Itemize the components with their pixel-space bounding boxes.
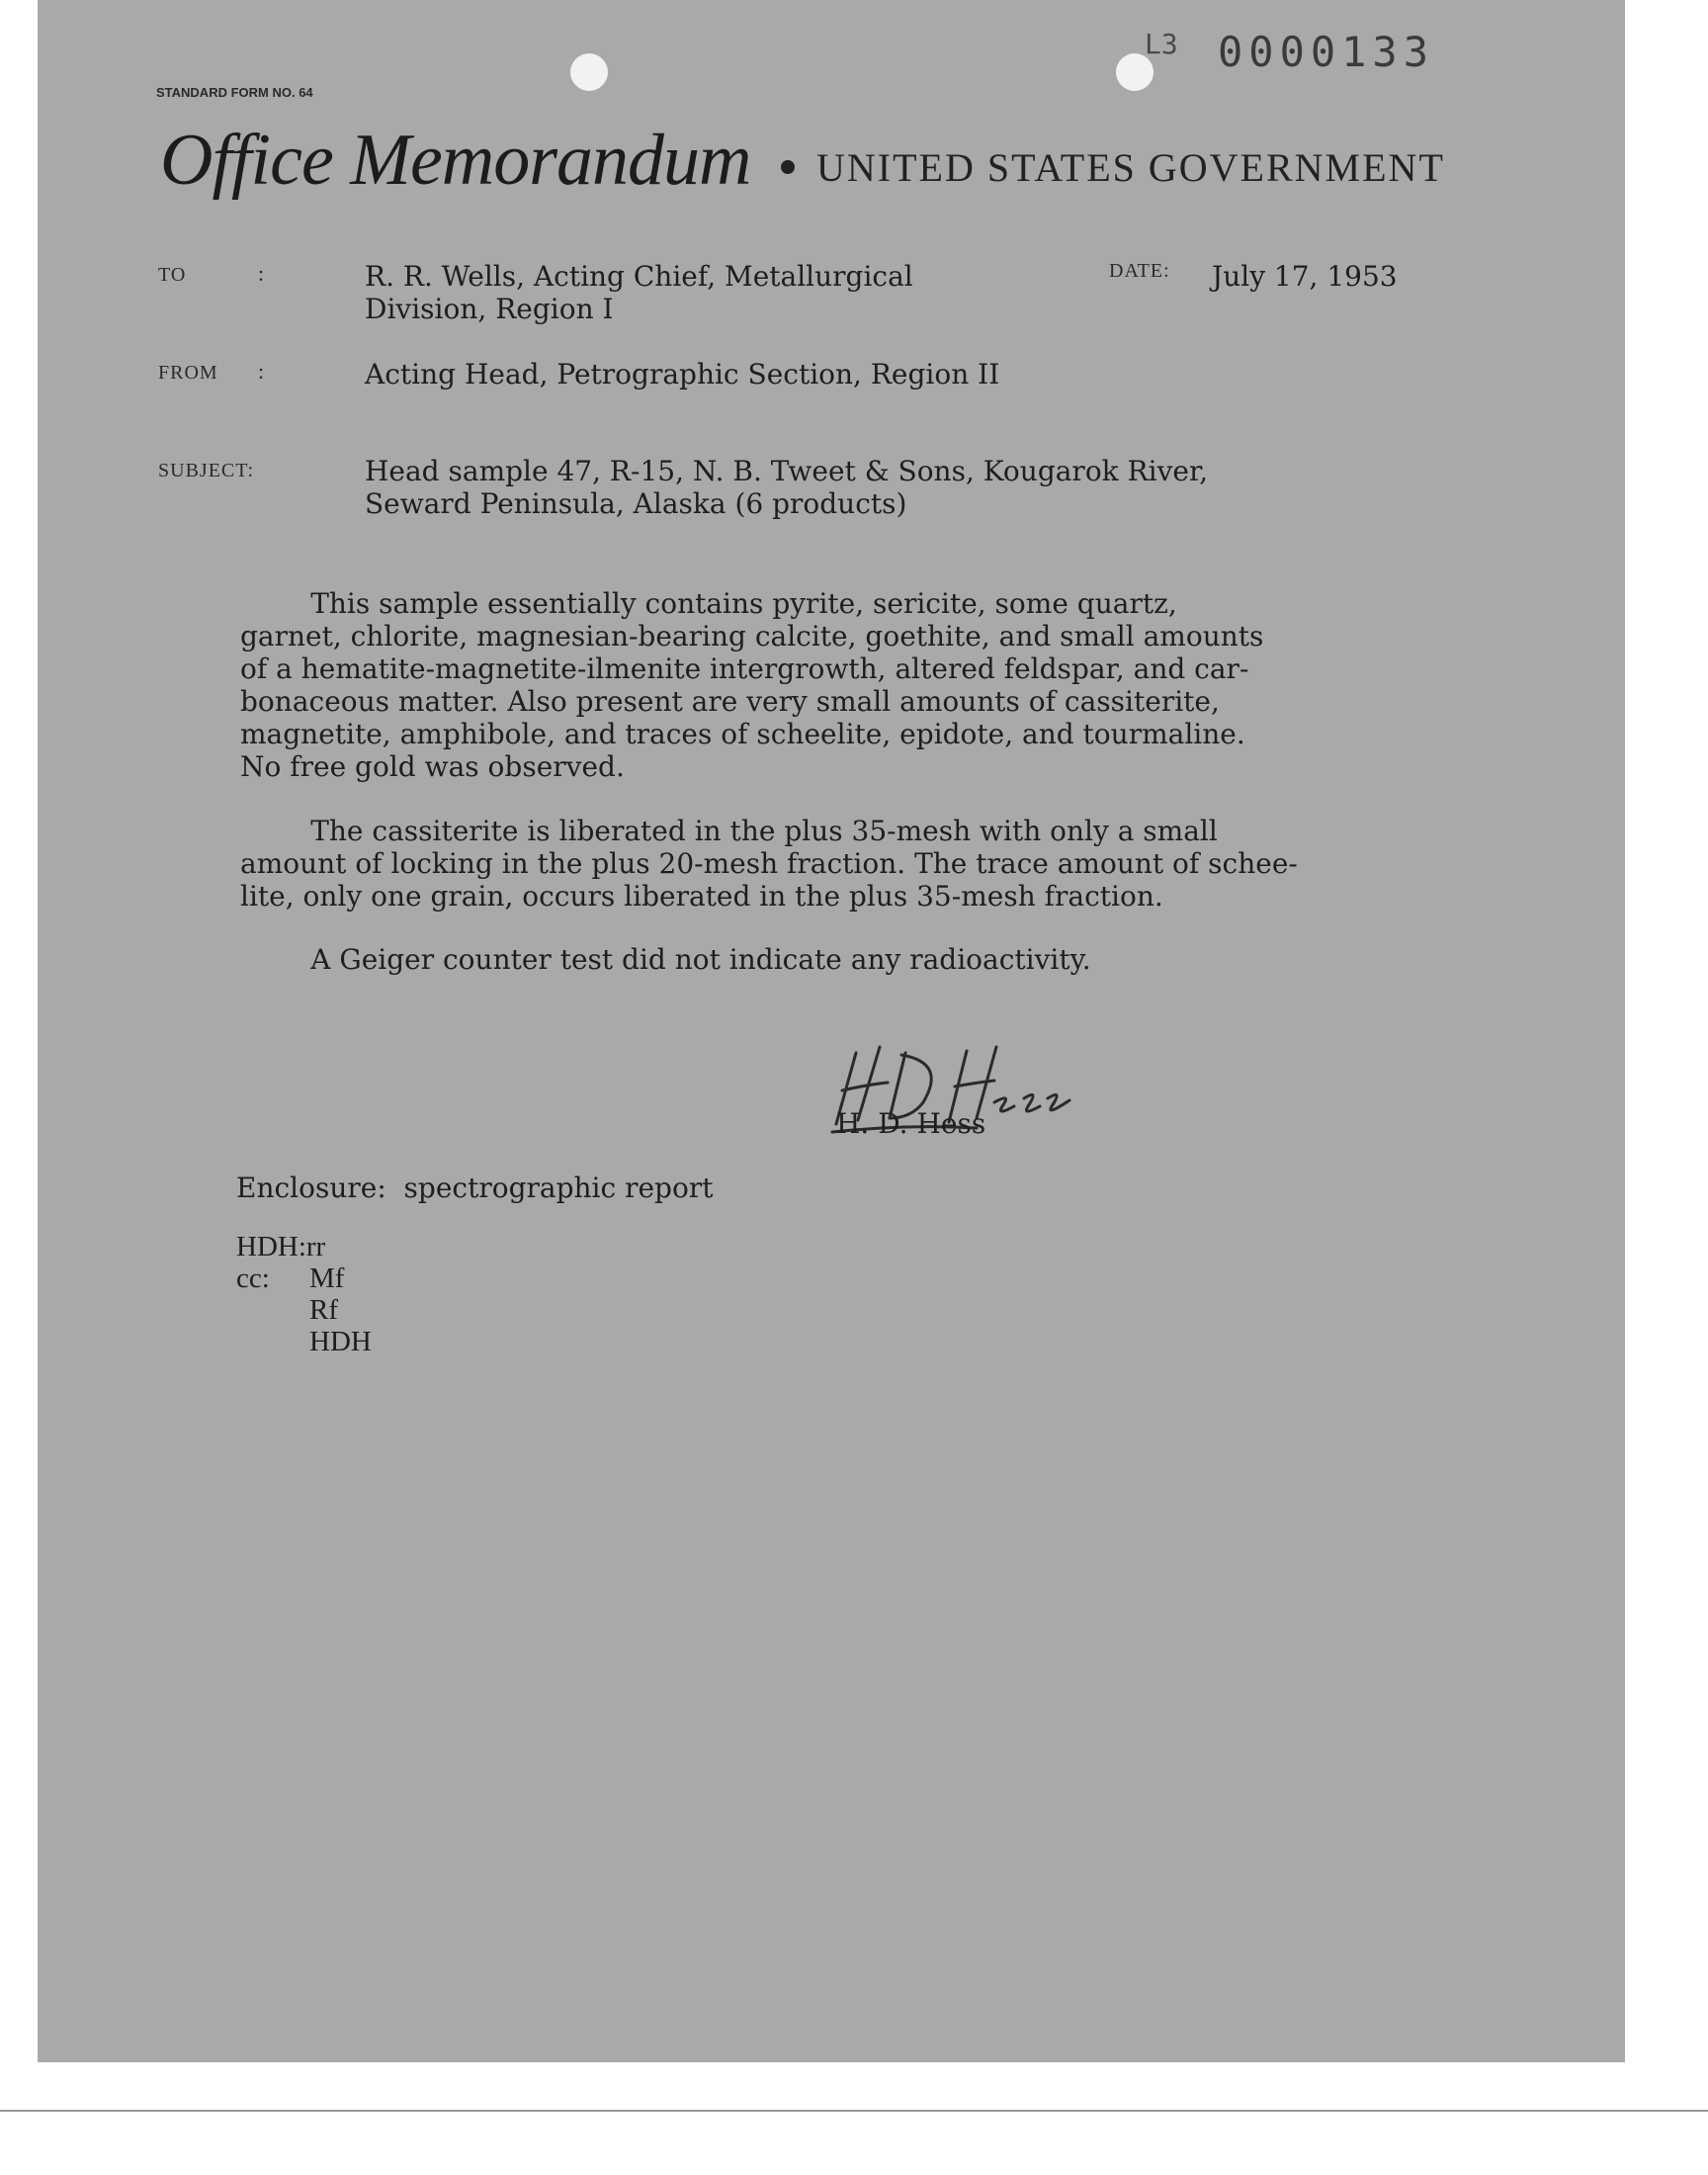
cc-row — [236, 1262, 345, 1294]
date-label: DATE: — [1109, 260, 1170, 282]
to-colon: : — [258, 261, 265, 286]
cc-row — [236, 1294, 338, 1326]
punch-hole-left — [570, 53, 608, 91]
paragraph-line: This sample essentially contains pyrite, sericite, some quartz, — [240, 587, 1177, 620]
paragraph-line: A Geiger counter test did not indicate any radioactivity. — [240, 943, 1091, 976]
paragraph-line: No free gold was observed. — [240, 750, 625, 783]
date-value: July 17, 1953 — [1212, 260, 1398, 293]
paragraph-line: bonaceous matter. Also present are very small amounts of cassiterite, — [240, 685, 1220, 718]
from-value: Acting Head, Petrographic Section, Region II — [365, 358, 1000, 391]
subject-line-2: Seward Peninsula, Alaska (6 products) — [365, 487, 907, 520]
body-paragraph-3 — [240, 943, 1091, 976]
signature-name: H. D. Hess — [836, 1107, 986, 1140]
cc-recipient: Mf — [309, 1262, 345, 1294]
paragraph-line: The cassiterite is liberated in the plus 35-mesh with only a small — [240, 815, 1218, 847]
cc-recipient: HDH — [309, 1326, 372, 1357]
cc-recipient: Rf — [309, 1294, 338, 1326]
memo-title: Office Memorandum — [160, 120, 751, 201]
to-line-2: Division, Region I — [365, 293, 614, 325]
serial-number: 0000133 — [1218, 28, 1435, 76]
memo-sheet — [38, 0, 1625, 2062]
from-label: FROM — [158, 362, 218, 384]
to-line-1: R. R. Wells, Acting Chief, Metallurgical — [365, 260, 913, 293]
paragraph-line: of a hematite-magnetite-ilmenite intergrowth, altered feldspar, and car- — [240, 652, 1249, 685]
title-bullet — [781, 160, 795, 174]
to-label: TO — [158, 264, 187, 286]
cc-row — [236, 1326, 372, 1357]
initials-text: HDH:rr — [236, 1231, 326, 1262]
scan-edge-divider — [0, 2110, 1708, 2112]
reference-initials — [236, 1231, 325, 1262]
body-paragraph-1 — [240, 587, 1263, 783]
distribution-block — [236, 1231, 372, 1357]
cc-label: cc: — [236, 1262, 270, 1294]
enclosure-note: Enclosure: spectrographic report — [236, 1172, 714, 1204]
body-paragraph-2 — [240, 815, 1298, 913]
paragraph-line: amount of locking in the plus 20-mesh fraction. The trace amount of schee- — [240, 847, 1298, 880]
form-number: STANDARD FORM NO. 64 — [156, 85, 313, 100]
paragraph-line: lite, only one grain, occurs liberated in the plus 35-mesh fraction. — [240, 880, 1163, 913]
from-colon: : — [258, 359, 265, 384]
subject-line-1: Head sample 47, R-15, N. B. Tweet & Sons, Kougarok River, — [365, 455, 1209, 487]
paragraph-line: magnetite, amphibole, and traces of scheelite, epidote, and tourmaline. — [240, 718, 1245, 750]
serial-mark: L3 — [1145, 28, 1178, 60]
agency-heading: UNITED STATES GOVERNMENT — [816, 145, 1445, 190]
paragraph-line: garnet, chlorite, magnesian-bearing calcite, goethite, and small amounts — [240, 620, 1264, 652]
subject-label: SUBJECT: — [158, 460, 255, 481]
